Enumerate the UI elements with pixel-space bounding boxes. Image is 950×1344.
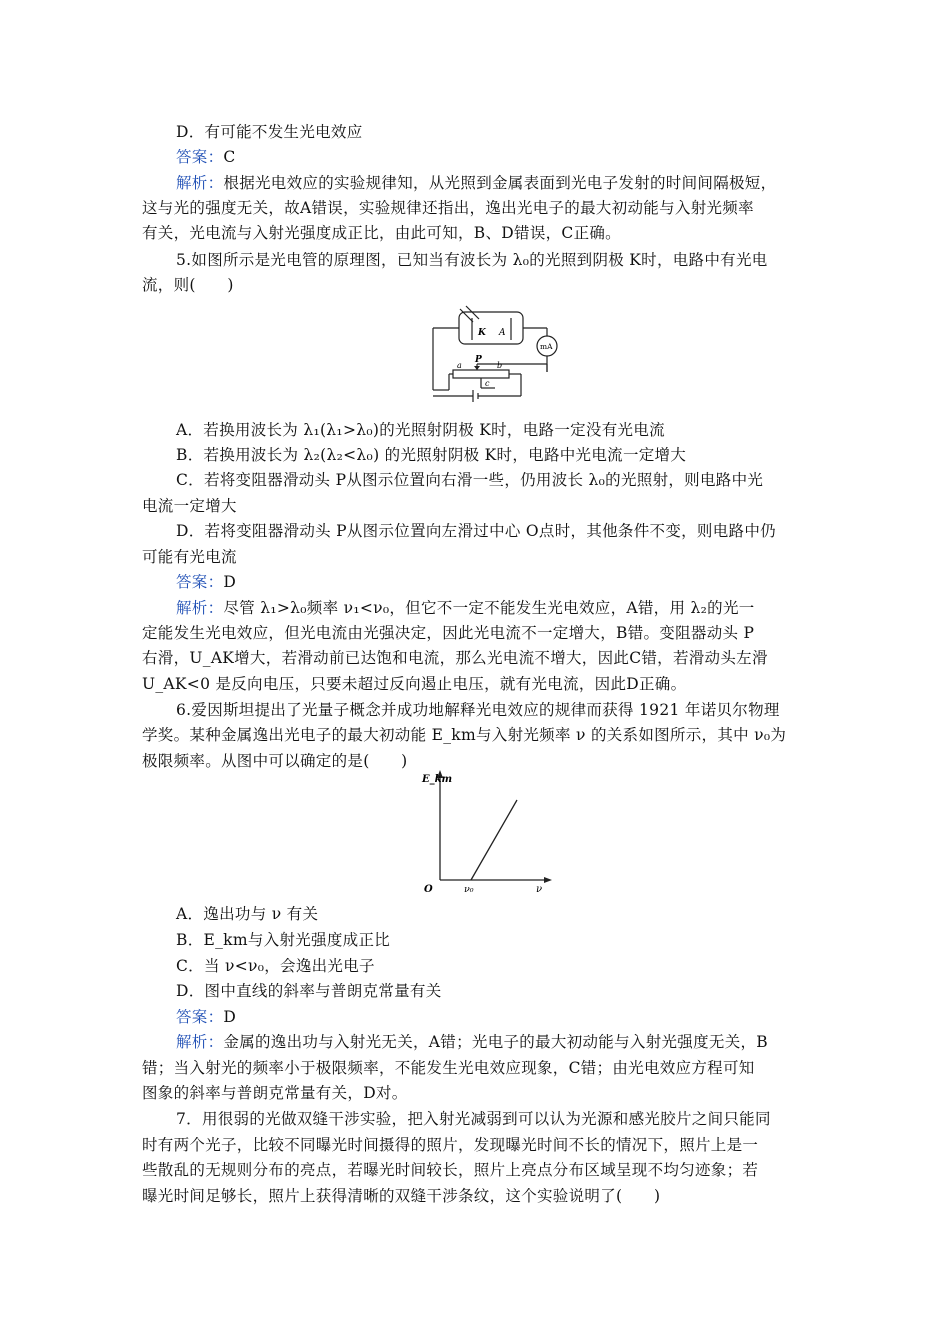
q6-stem-line-1: 6.爱因斯坦提出了光量子概念并成功地解释光电效应的规律而获得 1921 年诺贝尔物理	[176, 701, 780, 719]
answer-value: D	[223, 1008, 237, 1026]
label-k: K	[478, 328, 486, 338]
q6-option-a: A．逸出功与 ν 有关	[176, 905, 319, 923]
q6-explanation-line-3: 图象的斜率与普朗克常量有关，D对。	[142, 1084, 408, 1102]
nu0-label: ν₀	[464, 884, 474, 894]
label-a: A	[499, 328, 506, 338]
rheostat	[453, 370, 509, 378]
q5-option-d-line-1: D．若将变阻器滑动头 P从图示位置向左滑过中心 O点时，其他条件不变，则电路中仍	[176, 522, 776, 540]
answer-label: 答案：	[176, 148, 224, 166]
answer-value: C	[223, 148, 236, 166]
q5-stem-line-1: 5.如图所示是光电管的原理图，已知当有波长为 λ₀的光照到阴极 K时，电路中有光电	[176, 251, 768, 269]
q5-answer	[176, 570, 856, 595]
q4-explanation-line-3: 有关，光电流与入射光强度成正比，由此可知，B、D错误，C正确。	[142, 224, 621, 242]
q6-stem-line-2: 学奖。某种金属逸出光电子的最大初动能 E_km与入射光频率 ν 的关系如图所示，其中 ν₀为	[142, 726, 787, 744]
answer-label: 答案：	[176, 573, 224, 591]
phototube-circuit-figure	[425, 304, 565, 414]
q4-option-d: D．有可能不发生光电效应	[176, 123, 363, 141]
explanation-label: 解析：	[176, 174, 224, 192]
ekm-frequency-graph	[418, 768, 558, 894]
q5-option-c-line-1: C．若将变阻器滑动头 P从图示位置向右滑一些，仍用波长 λ₀的光照射，则电路中光	[176, 471, 764, 489]
q5-explanation-line-1: 解析：尽管 λ₁>λ₀频率 ν₁<ν₀，但它不一定不能发生光电效应，A错，用 λ₂的光一	[176, 599, 755, 617]
x-axis-label: ν	[536, 884, 543, 894]
q5-option-a: A．若换用波长为 λ₁(λ₁>λ₀)的光照射阴极 K时，电路一定没有光电流	[176, 421, 665, 439]
q5-explanation-line-3: 右滑，U_AK增大，若滑动前已达饱和电流，那么光电流不增大，因此C错，若滑动头左滑	[142, 649, 768, 667]
q7-stem-line-3: 些散乱的无规则分布的亮点，若曝光时间较长，照片上亮点分布区域呈现不均匀迹象；若	[142, 1161, 759, 1179]
explanation-label: 解析：	[176, 599, 224, 617]
explanation-label: 解析：	[176, 1033, 224, 1051]
q5-option-d-line-2: 可能有光电流	[142, 548, 237, 566]
answer-label: 答案：	[176, 1008, 224, 1026]
label-p: P	[475, 355, 482, 365]
q6-explanation-line-1: 解析：金属的逸出功与入射光无关，A错；光电子的最大初动能与入射光强度无关，B	[176, 1033, 768, 1051]
ekm-line	[471, 800, 517, 880]
y-axis-label: E_km	[422, 774, 453, 785]
q7-stem-line-2: 时有两个光子，比较不同曝光时间摄得的照片，发现曝光时间不长的情况下，照片上是一	[142, 1136, 759, 1154]
label-rc: c	[485, 379, 490, 388]
q4-explanation-line-1: 解析：根据光电效应的实验规律知，从光照到金属表面到光电子发射的时间间隔极短，	[176, 174, 777, 192]
answer-value: D	[223, 573, 237, 591]
label-ra: a	[457, 361, 462, 370]
q5-option-c-line-2: 电流一定增大	[142, 497, 237, 515]
q5-explanation-line-4: U_AK<0 是反向电压，只要未超过反向遏止电压，就有光电流，因此D正确。	[142, 675, 687, 693]
q6-option-c: C．当 ν<ν₀，会逸出光电子	[176, 957, 375, 975]
q6-stem-line-3: 极限频率。从图中可以确定的是( )	[142, 752, 408, 770]
q4-answer	[176, 145, 856, 170]
q5-stem-line-2: 流，则( )	[142, 276, 234, 294]
q5-option-b: B．若换用波长为 λ₂(λ₂<λ₀) 的光照射阴极 K时，电路中光电流一定增大	[176, 446, 687, 464]
label-rb: b	[497, 361, 503, 370]
q6-option-d: D．图中直线的斜率与普朗克常量有关	[176, 982, 442, 1000]
q6-explanation-line-2: 错；当入射光的频率小于极限频率，不能发生光电效应现象，C错；由光电效应方程可知	[142, 1059, 755, 1077]
label-ma: mA	[540, 342, 553, 351]
q6-option-b: B．E_km与入射光强度成正比	[176, 931, 391, 949]
q6-answer	[176, 1005, 856, 1030]
q7-stem-line-4: 曝光时间足够长，照片上获得清晰的双缝干涉条纹，这个实验说明了( )	[142, 1187, 661, 1205]
origin-label: O	[424, 884, 433, 894]
q5-explanation-line-2: 定能发生光电效应，但光电流由光强决定，因此光电流不一定增大，B错。变阻器动头 P	[142, 624, 755, 642]
q7-stem-line-1: 7．用很弱的光做双缝干涉实验，把入射光减弱到可以认为光源和感光胶片之间只能同	[176, 1110, 771, 1128]
q4-explanation-line-2: 这与光的强度无关，故A错误，实验规律还指出，逸出光电子的最大初动能与入射光频率	[142, 199, 754, 217]
